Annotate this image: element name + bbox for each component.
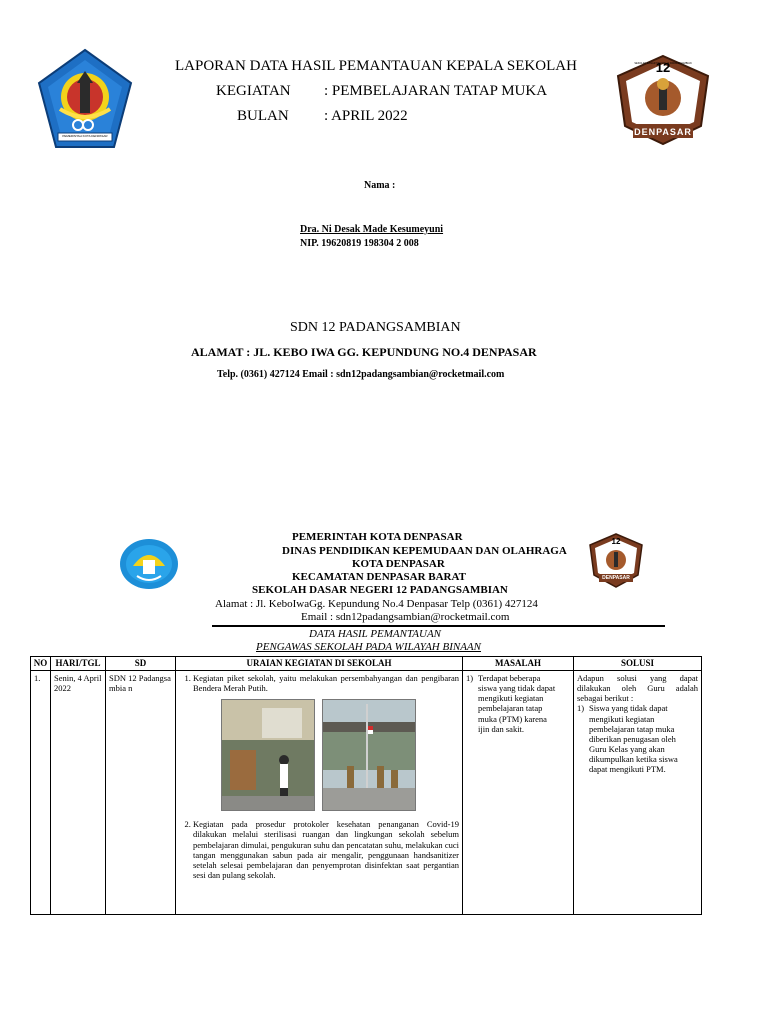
school-address: ALAMAT : JL. KEBO IWA GG. KEPUNDUNG NO.4 DENPASAR — [191, 345, 537, 359]
monitoring-table — [30, 656, 702, 915]
report-title-1: DATA HASIL PEMANTAUAN — [309, 628, 441, 640]
nip: NIP. 19620819 198304 2 008 — [300, 238, 419, 249]
tut-wuri-handayani-icon — [119, 538, 179, 590]
table-row — [31, 670, 702, 914]
photo-prayer-image — [221, 699, 315, 811]
cell-activity — [176, 670, 463, 914]
school-name: SDN 12 PADANGSAMBIAN — [290, 320, 461, 335]
letterhead-line2: DINAS PENDIDIKAN KEPEMUDAAN DAN OLAHRAGA — [282, 545, 567, 557]
bulan-value: : APRIL 2022 — [324, 108, 408, 124]
table-header-row — [31, 657, 702, 671]
solution-text: Siswa yang tidak dapat mengikuti kegiatan pembelajaran tatap muka diberikan penugasan oleh Guru Kelas yang akan dikumpulkan ketika siswa dapat mengikuti PTM. — [589, 703, 678, 775]
letterhead-right-logo — [588, 533, 644, 589]
kegiatan-label: KEGIATAN — [216, 83, 291, 99]
solution-marker: 1) — [577, 703, 585, 714]
activity-item-1 — [193, 673, 459, 811]
cell-solution — [574, 670, 702, 914]
problem-marker: 1) — [466, 672, 474, 683]
cell-problem — [463, 670, 574, 914]
nama-value: Dra. Ni Desak Made Kesumeyuni — [300, 224, 444, 235]
cell-sd: SDN 12 Padangsambia n — [106, 670, 176, 914]
school-contact: Telp. (0361) 427124 Email : sdn12padangsambian@rocketmail.com — [217, 369, 505, 380]
header-no: NO — [31, 657, 51, 671]
letterhead-divider — [212, 625, 665, 627]
letterhead-line5: SEKOLAH DASAR NEGERI 12 PADANGSAMBIAN — [252, 584, 508, 596]
activity-list — [179, 673, 459, 881]
cell-no: 1. — [31, 670, 51, 914]
nama-label: Nama : — [364, 180, 396, 191]
svg-text:12: 12 — [655, 60, 671, 75]
left-logo-ribbon-text: PEMERINTAH KOTA DENPASAR — [62, 134, 108, 138]
letterhead-line7: Email : sdn12padangsambian@rocketmail.com — [301, 611, 510, 623]
header-date: HARI/TGL — [51, 657, 106, 671]
kegiatan-value: : PEMBELAJARAN TATAP MUKA — [324, 83, 548, 99]
activity-item-2: 2. Kegiatan pada prosedur protokoler kesehatan penanganan Covid-19 dilakukan melalui sterilisasi ruangan dan lingkungan sekolah sebelum pembelajaran dimulai, pengukuran suhu dan pencatatan suhu, melakukan cuci tangan menggunakan sabun pada air mengalir, penggunaan handsanitizer setelah selesai pembelajaran dan penyemprotan disinfektan saat pergantian sesi dan pulang sekolah. — [193, 819, 459, 880]
activity-text-1: Kegiatan piket sekolah, yaitu melakukan persembahyangan dan pengibaran Bendera Merah Putih. — [193, 672, 459, 693]
solution-intro: Adapun solusi yang dapat dilakukan oleh Guru adalah sebagai berikut : — [577, 672, 698, 704]
solution-entry — [577, 703, 698, 774]
report-title-2: PENGAWAS SEKOLAH PADA WILAYAH BINAAN — [256, 641, 481, 653]
header-activity: URAIAN KEGIATAN DI SEKOLAH — [176, 657, 463, 671]
letterhead-logo-bottom-text: DENPASAR — [602, 575, 630, 581]
letterhead-line6: Alamat : Jl. KeboIwaGg. Kepundung No.4 Denpasar Telp (0361) 427124 — [215, 598, 538, 610]
letterhead-line1: PEMERINTAH KOTA DENPASAR — [292, 531, 463, 543]
cell-date: Senin, 4 April 2022 — [51, 670, 106, 914]
header-sd: SD — [106, 657, 176, 671]
photo-flag-ceremony-image — [322, 699, 416, 811]
problem-entry — [466, 673, 570, 734]
report-title: LAPORAN DATA HASIL PEMANTAUAN KEPALA SEKOLAH — [175, 58, 577, 74]
header-solution: SOLUSI — [574, 657, 702, 671]
activity-photos — [221, 699, 459, 811]
problem-text: Terdapat beberapa siswa yang tidak dapat mengikuti kegiatan pembelajaran tatap muka (PTM) karena ijin dan sakit. — [478, 672, 556, 734]
left-logo-emblem — [36, 47, 134, 151]
tut-wuri-logo — [119, 538, 179, 590]
header-problem: MASALAH — [463, 657, 574, 671]
letterhead-logo-top-text: SEKOLAH DASAR NEGERI 12 PADANGSAMBIAN — [598, 536, 634, 537]
letterhead-line4: KECAMATAN DENPASAR BARAT — [292, 571, 466, 583]
right-logo-school — [613, 54, 713, 146]
bulan-label: BULAN — [237, 108, 289, 124]
right-logo-bottom-text: DENPASAR — [634, 127, 692, 137]
svg-text:12: 12 — [611, 537, 621, 546]
right-logo-top-text: SEKOLAH DASAR NEGERI 12 PADANGSAMBIAN — [634, 62, 692, 65]
letterhead-line3: KOTA DENPASAR — [352, 558, 445, 570]
